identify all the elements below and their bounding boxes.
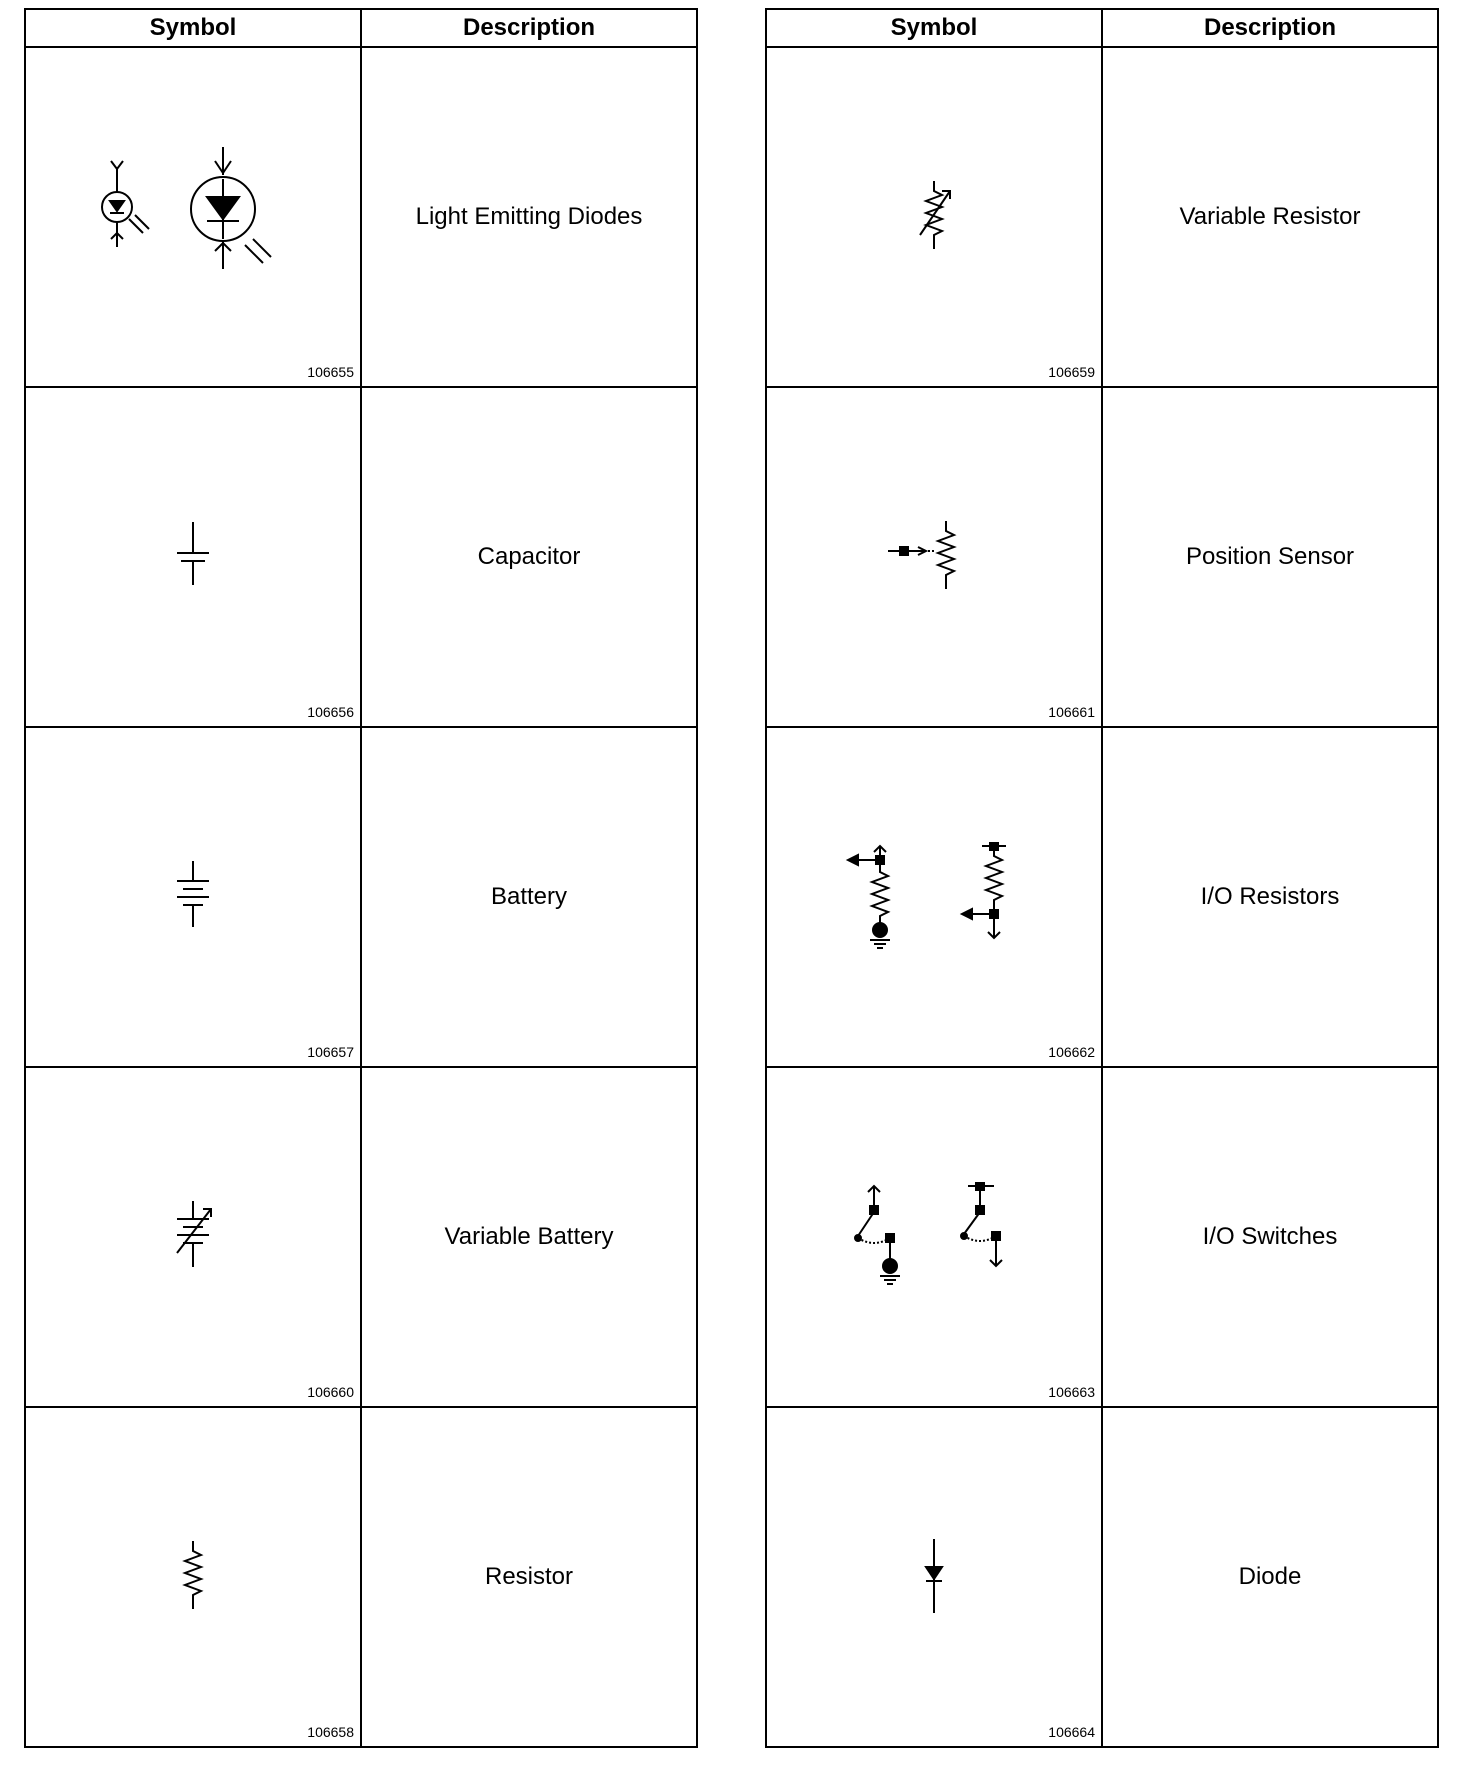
diode-icon: [904, 1537, 964, 1617]
symbol-cell: [25, 47, 361, 387]
description-cell: I/O Switches: [1102, 1067, 1438, 1407]
figure-code: 106661: [1048, 704, 1095, 720]
io-resistors-icon: [844, 842, 1024, 952]
figure-code: 106657: [307, 1044, 354, 1060]
symbol-cell: [25, 1067, 361, 1407]
symbol-table-left: [24, 8, 698, 1748]
table-row: [766, 387, 1438, 727]
symbol-cell: [766, 47, 1102, 387]
table-row: [25, 1407, 697, 1747]
description-column-header: Description: [1102, 9, 1438, 47]
symbol-cell: [25, 387, 361, 727]
description-cell: Variable Battery: [361, 1067, 697, 1407]
figure-code: 106659: [1048, 364, 1095, 380]
symbol-cell: [25, 1407, 361, 1747]
table-row: [766, 1407, 1438, 1747]
description-cell: I/O Resistors: [1102, 727, 1438, 1067]
description-cell: Capacitor: [361, 387, 697, 727]
table-row: [766, 727, 1438, 1067]
position-sensor-icon: [884, 517, 984, 597]
table-header-row: [25, 9, 697, 47]
figure-code: 106656: [307, 704, 354, 720]
battery-icon: [163, 857, 223, 937]
symbol-cell: [766, 387, 1102, 727]
symbol-cell: [766, 1067, 1102, 1407]
figure-code: 106660: [307, 1384, 354, 1400]
description-cell: Battery: [361, 727, 697, 1067]
symbol-column-header: Symbol: [766, 9, 1102, 47]
led-icon: [83, 147, 303, 287]
figure-code: 106663: [1048, 1384, 1095, 1400]
table-header-row: [766, 9, 1438, 47]
description-cell: Resistor: [361, 1407, 697, 1747]
description-cell: Variable Resistor: [1102, 47, 1438, 387]
table-row: [25, 1067, 697, 1407]
symbol-cell: [766, 1407, 1102, 1747]
symbol-table-right: [765, 8, 1439, 1748]
io-switches-icon: [844, 1182, 1024, 1292]
symbol-cell: [766, 727, 1102, 1067]
figure-code: 106662: [1048, 1044, 1095, 1060]
symbol-cell: [25, 727, 361, 1067]
description-cell: Position Sensor: [1102, 387, 1438, 727]
figure-code: 106655: [307, 364, 354, 380]
variable-resistor-icon: [904, 177, 964, 257]
figure-code: 106658: [307, 1724, 354, 1740]
description-cell: Diode: [1102, 1407, 1438, 1747]
symbol-column-header: Symbol: [25, 9, 361, 47]
figure-code: 106664: [1048, 1724, 1095, 1740]
table-row: [25, 47, 697, 387]
table-row: [766, 47, 1438, 387]
resistor-icon: [163, 1537, 223, 1617]
capacitor-icon: [163, 517, 223, 597]
table-row: [766, 1067, 1438, 1407]
variable-battery-icon: [163, 1197, 223, 1277]
description-column-header: Description: [361, 9, 697, 47]
table-row: [25, 387, 697, 727]
table-row: [25, 727, 697, 1067]
description-cell: Light Emitting Diodes: [361, 47, 697, 387]
